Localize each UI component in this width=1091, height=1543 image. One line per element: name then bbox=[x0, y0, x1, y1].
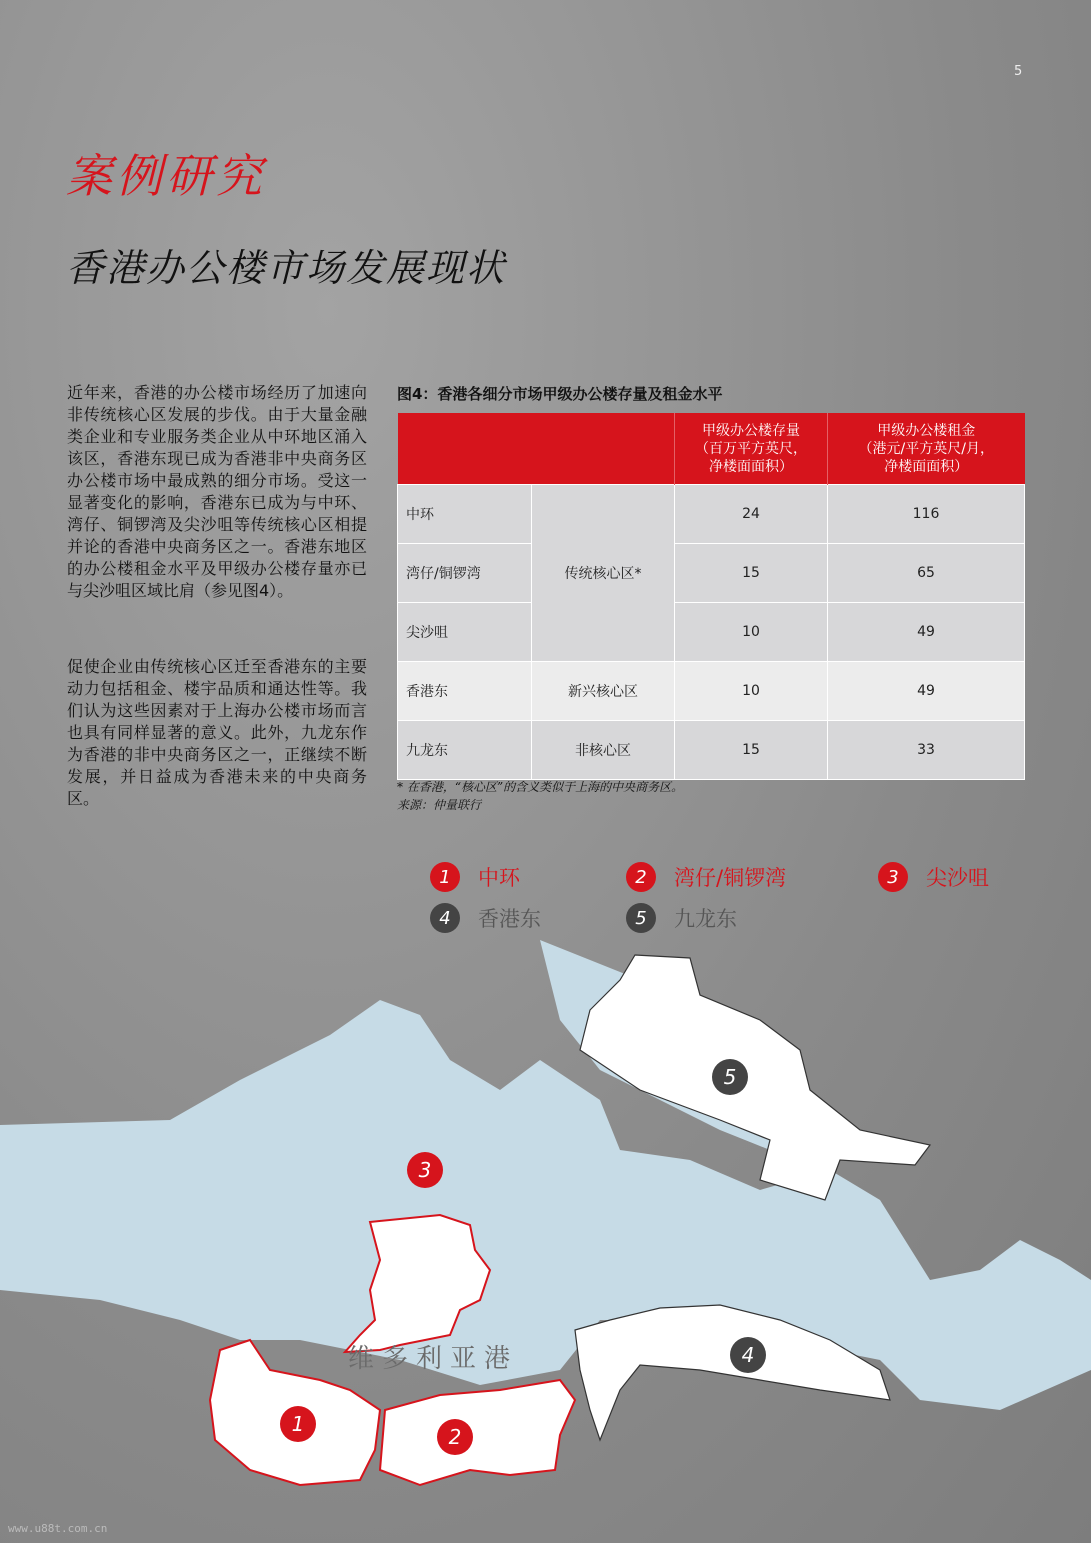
stock-cell: 24 bbox=[675, 485, 828, 544]
legend-item-2 bbox=[626, 862, 786, 892]
section-title: 案例研究 bbox=[66, 149, 266, 203]
district-cell: 香港东 bbox=[398, 662, 532, 721]
page-title: 香港办公楼市场发展现状 bbox=[66, 246, 507, 290]
header-rent-unit2: 净楼面面积） bbox=[884, 458, 969, 475]
legend-number: 4 bbox=[430, 903, 460, 933]
district-marker-3-label: 3 bbox=[418, 1158, 432, 1182]
stock-cell: 10 bbox=[675, 662, 828, 721]
paragraph-2: 促使企业由传统核心区迁至香港东的主要动力包括租金、楼宇品质和通达性等。我们认为这些因素对于上海办公楼市场而言也具有同样显著的意义。此外，九龙东作为香港的非中央商务区之一，正继续不断发展，并日益成为香港未来的中央商务区。 bbox=[67, 657, 367, 808]
legend-item-3 bbox=[878, 862, 989, 892]
category-cell: 非核心区 bbox=[532, 721, 675, 780]
district-marker-1-label: 1 bbox=[291, 1412, 305, 1436]
table-row bbox=[398, 485, 1025, 544]
district-marker-4-label: 4 bbox=[741, 1343, 755, 1367]
stock-cell: 15 bbox=[675, 544, 828, 603]
table-source: 来源：仲量联行 bbox=[397, 798, 482, 812]
paragraph-1: 近年来，香港的办公楼市场经历了加速向非传统核心区发展的步伐。由于大量金融类企业和专业服务类企业从中环地区涌入该区，香港东现已成为香港非中央商务区办公楼市场中最成熟的细分市场。受这一显著变化的影响，香港东已成为与中环、湾仔、铜锣湾及尖沙咀等传统核心区相提并论的香港中央商务区之一。香港东地区的办公楼租金水平及甲级办公楼存量亦已与尖沙咀区域比肩（参见图4）。 bbox=[67, 383, 367, 600]
legend-label: 九龙东 bbox=[674, 907, 737, 931]
table-row bbox=[398, 721, 1025, 780]
table-row bbox=[398, 662, 1025, 721]
header-stock bbox=[675, 413, 828, 485]
legend-item-4 bbox=[430, 903, 541, 933]
stock-cell: 10 bbox=[675, 603, 828, 662]
rent-cell: 49 bbox=[828, 603, 1025, 662]
district-cell: 九龙东 bbox=[398, 721, 532, 780]
harbour-label: 维多利亚港 bbox=[348, 1344, 519, 1374]
legend-label: 湾仔/铜锣湾 bbox=[674, 866, 787, 890]
header-rent-title: 甲级办公楼租金 bbox=[877, 422, 976, 439]
rent-cell: 65 bbox=[828, 544, 1025, 603]
table-row bbox=[398, 544, 1025, 603]
header-blank-2 bbox=[532, 413, 675, 485]
district-cell: 尖沙咀 bbox=[398, 603, 532, 662]
figure-title: 图4：香港各细分市场甲级办公楼存量及租金水平 bbox=[397, 385, 723, 403]
legend-label: 中环 bbox=[478, 866, 520, 890]
legend-label: 香港东 bbox=[478, 907, 541, 931]
legend-number: 1 bbox=[430, 862, 460, 892]
district-2-wanchai-causeway-bay bbox=[380, 1380, 575, 1485]
header-stock-unit2: 净楼面面积） bbox=[709, 458, 793, 475]
legend-item-1 bbox=[430, 862, 520, 892]
header-blank-1 bbox=[398, 413, 532, 485]
legend-number: 5 bbox=[626, 903, 656, 933]
category-cell: 新兴核心区 bbox=[532, 662, 675, 721]
page-number: 5 bbox=[1014, 64, 1023, 79]
hong-kong-map bbox=[0, 940, 1091, 1543]
table-row bbox=[398, 603, 1025, 662]
district-marker-5-label: 5 bbox=[723, 1065, 737, 1089]
header-rent bbox=[828, 413, 1025, 485]
table-header-row bbox=[398, 413, 1025, 485]
legend-label: 尖沙咀 bbox=[926, 866, 989, 890]
legend-number: 3 bbox=[878, 862, 908, 892]
district-cell: 中环 bbox=[398, 485, 532, 544]
office-market-table bbox=[397, 413, 1025, 780]
legend-number: 2 bbox=[626, 862, 656, 892]
harbour-water bbox=[0, 1000, 1091, 1410]
category-cell: 传统核心区* bbox=[532, 485, 675, 662]
header-stock-unit: （百万平方英尺， bbox=[695, 440, 807, 457]
legend-item-5 bbox=[626, 903, 737, 933]
header-stock-title: 甲级办公楼存量 bbox=[702, 422, 800, 439]
rent-cell: 33 bbox=[828, 721, 1025, 780]
stock-cell: 15 bbox=[675, 721, 828, 780]
watermark: www.u88t.com.cn bbox=[8, 1522, 108, 1535]
district-cell: 湾仔/铜锣湾 bbox=[398, 544, 532, 603]
district-marker-2-label: 2 bbox=[448, 1425, 462, 1449]
header-rent-unit: （港元/平方英尺/月， bbox=[858, 440, 994, 457]
table-footnote: * 在香港，“核心区”的含义类似于上海的中央商务区。 bbox=[397, 780, 684, 794]
rent-cell: 116 bbox=[828, 485, 1025, 544]
rent-cell: 49 bbox=[828, 662, 1025, 721]
